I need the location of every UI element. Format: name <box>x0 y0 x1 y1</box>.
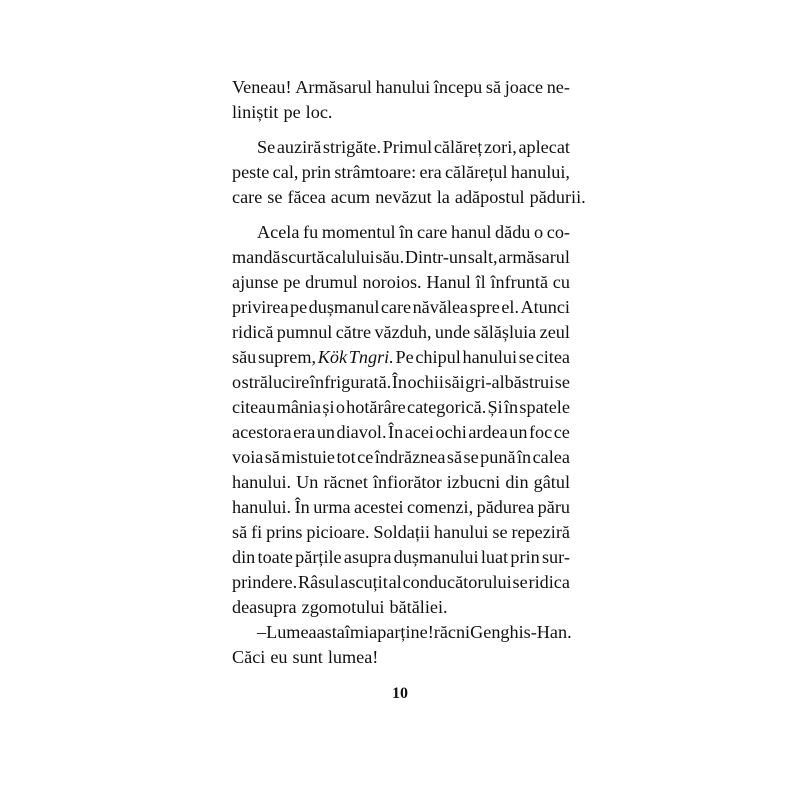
word: pumnul <box>276 322 333 342</box>
word: era <box>419 162 442 182</box>
word: acum <box>330 187 371 207</box>
word: gri-albăstrui <box>465 372 555 392</box>
word: prindere. <box>232 572 298 592</box>
word: sălășluia <box>473 322 537 342</box>
word: Lumea <box>266 622 317 642</box>
word: citea <box>535 347 570 367</box>
word: spre <box>469 297 500 317</box>
word: strigăte. <box>322 137 382 157</box>
word: să <box>232 522 248 542</box>
word: loc. <box>305 102 333 122</box>
word: auziră <box>276 137 322 157</box>
word: călăreț <box>433 137 483 157</box>
word: toate <box>257 547 293 567</box>
word: fi <box>251 522 263 542</box>
text-line <box>232 245 570 270</box>
word: voia <box>232 447 264 467</box>
word: hanului. <box>232 472 292 492</box>
word: luat <box>480 547 509 567</box>
word: strălucire <box>241 372 310 392</box>
word: din <box>232 547 256 567</box>
text-line <box>232 295 570 320</box>
word: spatele <box>519 397 570 417</box>
word: hanului. <box>232 497 292 517</box>
word: se <box>554 372 570 392</box>
word: pe <box>283 272 301 292</box>
word: năvălea <box>412 297 469 317</box>
word: Primul <box>382 137 433 157</box>
word: către <box>335 322 372 342</box>
word: dușmanul <box>308 297 380 317</box>
word: ajunse <box>232 272 279 292</box>
word: un <box>316 422 335 442</box>
word: hanul <box>450 222 492 242</box>
word: Armăsarul <box>295 77 372 97</box>
word: un <box>509 422 528 442</box>
word: în <box>503 397 519 417</box>
word: hanului <box>375 77 431 97</box>
word: pe <box>283 102 301 122</box>
text-line <box>232 570 570 595</box>
paragraph <box>232 75 570 125</box>
word: nevăzut <box>375 187 432 207</box>
word: mandă <box>232 247 281 267</box>
word: se <box>463 447 479 467</box>
word: pădurii. <box>529 187 586 207</box>
word: co- <box>546 222 570 242</box>
word: categorică. <box>407 397 487 417</box>
word: picioare. <box>306 522 370 542</box>
word: izbucni <box>446 472 501 492</box>
word: părțile <box>295 547 342 567</box>
word: ochii <box>407 372 444 392</box>
word: ridică <box>232 322 274 342</box>
word: îmi <box>344 622 370 642</box>
word: drumul <box>305 272 358 292</box>
word: din <box>505 472 529 492</box>
word: asta <box>316 622 345 642</box>
word: diavol. <box>336 422 387 442</box>
word: zeul <box>539 322 570 342</box>
word: citeau <box>232 397 276 417</box>
paragraph <box>232 620 570 670</box>
word: gâtul <box>533 472 570 492</box>
word: chipul <box>415 347 461 367</box>
word: ce <box>553 422 570 442</box>
word: păru <box>537 497 570 517</box>
word: înfrigurată. <box>309 372 392 392</box>
text-line <box>232 495 570 520</box>
word: cu <box>552 272 570 292</box>
word: asupra <box>343 547 392 567</box>
word: era <box>293 422 316 442</box>
word: Veneau! <box>232 77 292 97</box>
word: se <box>512 572 528 592</box>
word: calului <box>325 247 375 267</box>
word: se <box>518 347 534 367</box>
word: lumea! <box>327 647 379 667</box>
word: În <box>294 497 310 517</box>
word: răcnet <box>323 472 368 492</box>
text-line <box>232 100 570 125</box>
word: zgomotului <box>301 597 385 617</box>
word: deasupra <box>232 597 297 617</box>
word: noroios. <box>362 272 422 292</box>
word: foc <box>528 422 553 442</box>
word: acei <box>404 422 434 442</box>
word: strâmtoare: <box>334 162 417 182</box>
word: ochi <box>435 422 467 442</box>
word: sur- <box>541 547 570 567</box>
word: Hanul <box>426 272 471 292</box>
word: hotărâre <box>346 397 406 417</box>
word: Căci <box>232 647 266 667</box>
word: să <box>264 447 280 467</box>
word: Și <box>487 397 503 417</box>
word: joace <box>504 77 544 97</box>
page-number: 10 <box>392 685 408 702</box>
word: în <box>399 222 414 242</box>
word: călărețul <box>444 162 508 182</box>
text-line <box>232 470 570 495</box>
text-line <box>232 270 570 295</box>
word: bătăliei. <box>389 597 448 617</box>
word: făcea <box>287 187 326 207</box>
text-line <box>232 395 570 420</box>
word: răcni <box>433 622 471 642</box>
word: pună <box>480 447 516 467</box>
text-line <box>232 75 570 100</box>
word: înfruntă <box>490 272 549 292</box>
word: Tngri. <box>348 347 394 367</box>
word: care <box>232 187 263 207</box>
word: ascuțit <box>340 572 388 592</box>
word: o <box>534 222 544 242</box>
word: acestora <box>232 422 292 442</box>
word: ce <box>357 447 374 467</box>
word: mistuie <box>281 447 335 467</box>
word: fu <box>303 222 319 242</box>
word: ne- <box>546 77 570 97</box>
word: privirea <box>232 297 289 317</box>
word: comenzi, <box>407 497 474 517</box>
word: pe <box>290 297 308 317</box>
text-line <box>232 445 570 470</box>
word: momentul <box>321 222 396 242</box>
word: care <box>417 222 448 242</box>
word: Atunci <box>520 297 570 317</box>
word: prin <box>510 547 540 567</box>
word: urma <box>313 497 351 517</box>
word: și <box>322 397 335 417</box>
text-line <box>232 185 586 210</box>
word: să <box>485 77 502 97</box>
word: dădu <box>495 222 531 242</box>
paragraph <box>232 135 586 210</box>
word: Pe <box>395 347 414 367</box>
body-text <box>232 75 586 670</box>
word: său <box>232 347 257 367</box>
text-line <box>232 220 570 245</box>
word: unde <box>434 322 471 342</box>
text-line <box>232 420 570 445</box>
word: Se <box>257 137 276 157</box>
word: la <box>436 187 450 207</box>
text-line <box>232 620 570 645</box>
word: – <box>257 622 267 642</box>
word: hanului <box>462 347 518 367</box>
word: îl <box>475 272 486 292</box>
word: prin <box>301 162 332 182</box>
word: îndrăznea <box>374 447 446 467</box>
word: ridica <box>528 572 570 592</box>
word: pădurea <box>476 497 535 517</box>
word: suprem, <box>257 347 317 367</box>
word: săi <box>444 372 465 392</box>
word: Dintr-un <box>404 247 468 267</box>
word: Soldații <box>373 522 430 542</box>
word: se <box>267 187 283 207</box>
word: dușmanului <box>393 547 479 567</box>
word: înfiorător <box>372 472 442 492</box>
text-line <box>232 595 570 620</box>
text-line <box>232 645 570 670</box>
text-line <box>232 160 570 185</box>
word: Un <box>296 472 319 492</box>
word: liniștit <box>232 102 279 122</box>
word: Acela <box>257 222 300 242</box>
word: aparține! <box>369 622 434 642</box>
word: al <box>388 572 402 592</box>
word: prins <box>266 522 303 542</box>
word: în <box>516 447 532 467</box>
word: său. <box>375 247 405 267</box>
word: văzduh, <box>374 322 432 342</box>
text-line <box>232 545 570 570</box>
word: armăsarul <box>498 247 570 267</box>
word: Kök <box>317 347 348 367</box>
word: sunt <box>292 647 323 667</box>
word: care <box>380 297 412 317</box>
word: repeziră <box>511 522 570 542</box>
word: tot <box>336 447 356 467</box>
word: el. <box>501 297 519 317</box>
word: În <box>391 372 407 392</box>
word: acestei <box>354 497 404 517</box>
word: Genghis-Han. <box>470 622 572 642</box>
word: eu <box>270 647 288 667</box>
word: Râsul <box>297 572 340 592</box>
word: să <box>446 447 463 467</box>
word: cal, <box>272 162 299 182</box>
text-line <box>232 520 570 545</box>
word: aplecat <box>518 137 570 157</box>
text-line <box>232 345 570 370</box>
word: se <box>492 522 508 542</box>
text-line <box>232 135 570 160</box>
paragraph <box>232 220 570 620</box>
word: zori, <box>483 137 517 157</box>
word: scurtă <box>281 247 325 267</box>
word: hanului <box>433 522 489 542</box>
word: o <box>232 372 242 392</box>
text-line <box>232 320 570 345</box>
word: peste <box>232 162 270 182</box>
word: hanului, <box>510 162 570 182</box>
word: salt, <box>467 247 498 267</box>
word: o <box>335 397 345 417</box>
word: În <box>388 422 404 442</box>
word: adăpostul <box>454 187 525 207</box>
word: începu <box>433 77 483 97</box>
word: calea <box>532 447 570 467</box>
text-line <box>232 370 570 395</box>
word: ardea <box>468 422 508 442</box>
word: mânia <box>276 397 322 417</box>
word: conducătorului <box>402 572 512 592</box>
